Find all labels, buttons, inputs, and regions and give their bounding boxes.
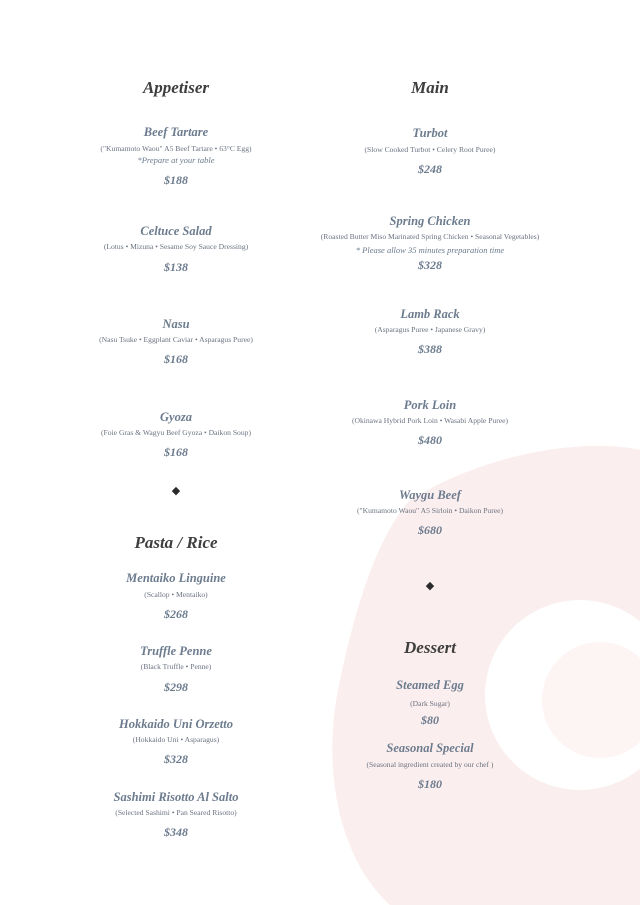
menu-item-price: $168: [164, 352, 188, 366]
menu-item-description: (Foie Gras & Wagyu Beef Gyoza • Daikon Soup): [101, 428, 251, 437]
menu-item-description: (Slow Cooked Turbot • Celery Root Puree): [364, 145, 496, 154]
section-divider-diamond: ◆: [425, 580, 435, 592]
menu-item-price: $298: [164, 680, 188, 694]
menu-item-name: Lamb Rack: [400, 307, 460, 321]
menu-item-price: $268: [164, 607, 188, 621]
menu-item-price: $328: [164, 752, 188, 766]
menu-item-description: (Selected Sashimi • Pan Seared Risotto): [115, 808, 237, 817]
menu-item-name: Seasonal Special: [386, 741, 474, 755]
menu-item-name: Truffle Penne: [140, 644, 212, 658]
menu-item-price: $138: [164, 260, 188, 274]
menu-item-name: Gyoza: [160, 410, 192, 424]
menu-item-price: $680: [418, 523, 442, 537]
menu-item-name: Pork Loin: [403, 398, 457, 412]
menu-item-price: $168: [164, 445, 188, 459]
menu-item-description: (Hokkaido Uni • Asparagus): [132, 735, 220, 744]
menu-item-description: (Nasu Tsuke • Eggplant Caviar • Asparagus Puree): [99, 335, 253, 344]
menu-item-name: Waygu Beef: [399, 488, 461, 502]
menu-item-description: (Dark Sugar): [410, 699, 450, 708]
menu-item-name: Spring Chicken: [389, 214, 471, 228]
section-divider-diamond: ◆: [171, 485, 181, 497]
section-title-pasta-rice: Pasta / Rice: [134, 533, 218, 552]
menu-item-price: $480: [418, 433, 442, 447]
menu-item-name: Sashimi Risotto Al Salto: [113, 790, 239, 804]
menu-item-note: * Please allow 35 minutes preparation time: [355, 245, 505, 255]
menu-item-name: Mentaiko Linguine: [126, 571, 226, 585]
menu-item-price: $80: [421, 713, 439, 727]
menu-item-price: $188: [164, 173, 188, 187]
section-title-dessert: Dessert: [404, 638, 456, 657]
menu-item-price: $388: [418, 342, 442, 356]
menu-item-note: *Prepare at your table: [137, 155, 215, 165]
menu-item-name: Nasu: [162, 317, 190, 331]
menu-item-description: (Lotus • Mizuna • Sesame Soy Sauce Dressing): [103, 242, 249, 251]
menu-item-price: $348: [164, 825, 188, 839]
section-title-main: Main: [411, 78, 449, 97]
menu-item-name: Turbot: [412, 126, 448, 140]
menu-item-name: Hokkaido Uni Orzetto: [119, 717, 233, 731]
menu-item-description: (Okinawa Hybrid Pork Loin • Wasabi Apple Puree): [351, 416, 509, 425]
menu-item-description: (Seasonal ingredient created by our chef ): [366, 760, 494, 769]
menu-item-description: (Roasted Butter Miso Marinated Spring Chicken • Seasonal Vegetables): [320, 232, 540, 241]
menu-item-price: $180: [418, 777, 442, 791]
menu-item-description: ("Kumamoto Waou" A5 Sirloin • Daikon Puree): [356, 506, 504, 515]
menu-item-description: (Scallop • Mentaiko): [144, 590, 208, 599]
menu-item-description: (Asparagus Puree • Japanese Gravy): [374, 325, 486, 334]
menu-item-price: $328: [418, 258, 442, 272]
menu-item-description: ("Kumamoto Waou" A5 Beef Tartare • 63°C Egg): [100, 144, 252, 153]
menu-item-description: (Black Truffle • Penne): [140, 662, 212, 671]
menu-item-name: Steamed Egg: [396, 678, 464, 692]
section-title-appetiser: Appetiser: [142, 78, 210, 97]
menu-item-name: Celtuce Salad: [140, 224, 212, 238]
menu-item-price: $248: [418, 162, 442, 176]
menu-item-name: Beef Tartare: [143, 125, 209, 139]
